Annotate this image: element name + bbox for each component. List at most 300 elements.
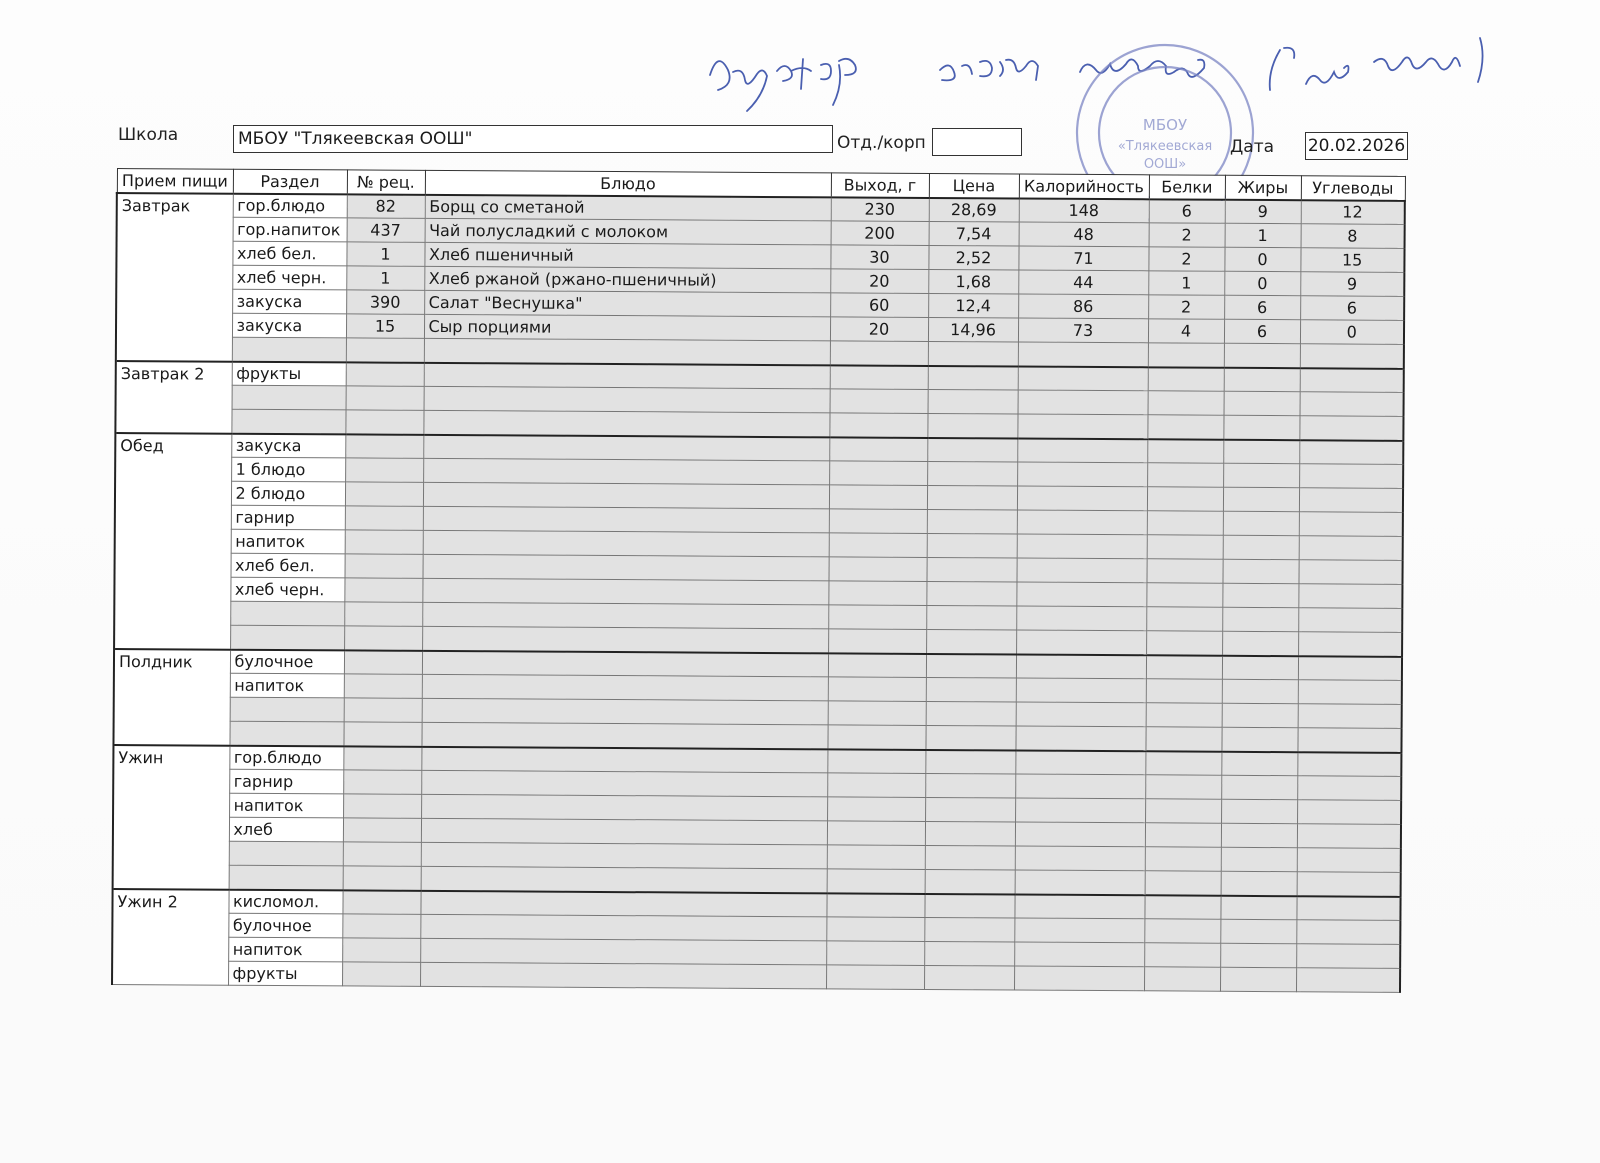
yield-cell — [829, 437, 927, 462]
price-cell — [928, 341, 1018, 366]
dish-cell — [422, 698, 828, 724]
yield-cell — [827, 773, 925, 798]
yield-cell — [826, 917, 924, 942]
protein-cell: 6 — [1149, 199, 1225, 223]
section-cell: напиток — [229, 793, 343, 818]
section-cell: напиток — [230, 673, 344, 698]
protein-cell — [1144, 967, 1220, 991]
yield-cell — [827, 797, 925, 822]
protein-cell — [1145, 823, 1221, 847]
fat-cell — [1224, 391, 1300, 415]
price-cell: 7,54 — [929, 221, 1019, 246]
yield-cell: 200 — [831, 221, 929, 246]
recipe-cell — [345, 482, 423, 506]
fat-cell — [1223, 463, 1299, 487]
section-cell: хлеб черн. — [230, 577, 344, 602]
kcal-cell — [1017, 486, 1147, 511]
protein-cell — [1145, 871, 1221, 895]
price-cell: 2,52 — [928, 245, 1018, 270]
protein-cell: 2 — [1148, 295, 1224, 319]
fat-cell — [1222, 583, 1298, 607]
section-cell: напиток — [228, 937, 342, 962]
carbs-cell: 15 — [1300, 248, 1404, 273]
fat-cell — [1223, 487, 1299, 511]
protein-cell — [1146, 679, 1222, 703]
kcal-cell — [1014, 918, 1144, 943]
fat-cell — [1221, 775, 1297, 799]
price-cell — [926, 653, 1016, 678]
kcal-cell: 73 — [1018, 318, 1148, 343]
recipe-cell — [344, 650, 422, 674]
kcal-cell — [1018, 366, 1148, 391]
price-cell — [926, 677, 1016, 702]
yield-cell: 230 — [831, 197, 929, 222]
section-cell: 2 блюдо — [231, 481, 345, 506]
protein-cell — [1148, 391, 1224, 415]
kcal-cell — [1016, 558, 1146, 583]
section-cell — [230, 697, 344, 722]
price-cell — [926, 581, 1016, 606]
yield-cell — [828, 701, 926, 726]
svg-text:МБОУ: МБОУ — [1142, 116, 1188, 134]
kcal-cell — [1015, 822, 1145, 847]
carbs-cell — [1296, 968, 1400, 993]
fat-cell — [1220, 919, 1296, 943]
price-cell — [928, 365, 1018, 390]
date-field[interactable]: 20.02.2026 — [1305, 132, 1408, 160]
fat-cell — [1221, 823, 1297, 847]
protein-cell — [1145, 727, 1221, 751]
kcal-cell — [1016, 606, 1146, 631]
recipe-cell — [342, 962, 420, 986]
price-cell — [924, 941, 1014, 966]
dish-cell — [424, 362, 830, 388]
carbs-cell — [1298, 680, 1402, 705]
recipe-cell — [343, 794, 421, 818]
recipe-cell — [343, 842, 421, 866]
carbs-cell — [1298, 608, 1402, 633]
recipe-cell — [345, 530, 423, 554]
kcal-cell — [1015, 798, 1145, 823]
price-cell — [925, 749, 1015, 774]
fat-cell — [1221, 727, 1297, 751]
protein-cell — [1147, 511, 1223, 535]
dish-cell: Хлеб ржаной (ржано-пшеничный) — [424, 266, 830, 292]
dish-cell: Хлеб пшеничный — [424, 242, 830, 268]
yield-cell — [827, 821, 925, 846]
price-cell: 12,4 — [928, 293, 1018, 318]
kcal-cell — [1017, 462, 1147, 487]
price-cell — [925, 869, 1015, 894]
recipe-cell — [344, 578, 422, 602]
section-cell: гарнир — [229, 769, 343, 794]
fat-cell — [1221, 799, 1297, 823]
price-cell — [924, 965, 1014, 990]
yield-cell — [826, 941, 924, 966]
kcal-cell: 44 — [1018, 270, 1148, 295]
section-cell: закуска — [231, 433, 345, 458]
dept-field[interactable] — [932, 128, 1022, 156]
recipe-cell — [344, 698, 422, 722]
col-header-section: Раздел — [233, 169, 347, 194]
col-header-recipe: № рец. — [347, 170, 425, 194]
protein-cell — [1146, 655, 1222, 679]
kcal-cell — [1017, 414, 1147, 439]
fat-cell — [1222, 607, 1298, 631]
protein-cell — [1146, 703, 1222, 727]
dish-cell — [422, 602, 828, 628]
dish-cell: Салат "Веснушка" — [424, 290, 830, 316]
fat-cell — [1222, 631, 1298, 655]
protein-cell — [1145, 775, 1221, 799]
fat-cell — [1222, 679, 1298, 703]
price-cell — [925, 773, 1015, 798]
price-cell — [925, 845, 1015, 870]
dish-cell: Чай полусладкий с молоком — [425, 218, 831, 244]
kcal-cell — [1015, 750, 1145, 775]
protein-cell — [1144, 895, 1220, 919]
protein-cell — [1145, 751, 1221, 775]
recipe-cell — [342, 890, 420, 914]
dish-cell — [422, 578, 828, 604]
fat-cell — [1222, 559, 1298, 583]
meal-name: Ужин 2 — [112, 888, 229, 985]
protein-cell — [1144, 943, 1220, 967]
fat-cell — [1223, 535, 1299, 559]
meal-name: Ужин — [113, 744, 230, 889]
dish-cell — [424, 338, 830, 364]
svg-text:ООШ»: ООШ» — [1143, 157, 1187, 172]
fat-cell: 0 — [1224, 247, 1300, 271]
dish-cell — [421, 866, 827, 892]
kcal-cell — [1017, 510, 1147, 535]
dish-cell — [421, 746, 827, 772]
carbs-cell — [1299, 440, 1403, 465]
col-header-price: Цена — [929, 173, 1019, 198]
price-cell — [927, 461, 1017, 486]
recipe-cell — [342, 914, 420, 938]
section-cell — [229, 865, 343, 890]
kcal-cell — [1014, 966, 1144, 991]
fat-cell: 0 — [1224, 271, 1300, 295]
carbs-cell — [1297, 872, 1401, 897]
carbs-cell — [1296, 944, 1400, 969]
carbs-cell — [1300, 368, 1404, 393]
carbs-cell — [1298, 704, 1402, 729]
carbs-cell — [1299, 464, 1403, 489]
date-label: Дата — [1230, 137, 1275, 157]
recipe-cell — [343, 770, 421, 794]
yield-cell — [829, 485, 927, 510]
dish-cell — [421, 842, 827, 868]
yield-cell — [829, 413, 927, 438]
protein-cell — [1145, 799, 1221, 823]
section-cell: гор.блюдо — [233, 193, 347, 218]
fat-cell — [1221, 871, 1297, 895]
kcal-cell: 48 — [1019, 222, 1149, 247]
col-header-protein: Белки — [1149, 175, 1225, 199]
protein-cell — [1146, 607, 1222, 631]
dish-cell — [421, 722, 827, 748]
meal-name: Завтрак 2 — [115, 361, 231, 434]
carbs-cell — [1298, 584, 1402, 609]
carbs-cell: 12 — [1301, 200, 1405, 225]
kcal-cell — [1014, 942, 1144, 967]
carbs-cell — [1298, 560, 1402, 585]
kcal-cell — [1016, 582, 1146, 607]
carbs-cell — [1297, 848, 1401, 873]
protein-cell: 2 — [1149, 223, 1225, 247]
section-cell: гор.напиток — [233, 217, 347, 242]
section-cell: хлеб — [229, 817, 343, 842]
recipe-cell: 1 — [346, 266, 424, 290]
fat-cell — [1220, 967, 1296, 991]
col-header-meal: Прием пищи — [117, 169, 233, 194]
recipe-cell — [345, 458, 423, 482]
price-cell — [927, 413, 1017, 438]
protein-cell — [1147, 535, 1223, 559]
recipe-cell — [345, 410, 423, 434]
meal-name: Обед — [114, 433, 231, 650]
kcal-cell: 86 — [1018, 294, 1148, 319]
carbs-cell — [1297, 728, 1401, 753]
section-cell: булочное — [230, 649, 344, 674]
price-cell — [924, 917, 1014, 942]
fat-cell: 6 — [1224, 295, 1300, 319]
recipe-cell — [343, 746, 421, 770]
yield-cell: 20 — [830, 269, 928, 294]
fat-cell — [1221, 847, 1297, 871]
section-cell: закуска — [232, 289, 346, 314]
section-cell — [231, 409, 345, 434]
price-cell — [925, 725, 1015, 750]
yield-cell — [829, 461, 927, 486]
yield-cell — [827, 749, 925, 774]
recipe-cell — [344, 674, 422, 698]
dish-cell — [424, 386, 830, 412]
price-cell: 14,96 — [928, 317, 1018, 342]
section-cell: хлеб черн. — [232, 265, 346, 290]
recipe-cell — [346, 362, 424, 386]
price-cell: 1,68 — [928, 269, 1018, 294]
yield-cell — [829, 509, 927, 534]
yield-cell — [830, 389, 928, 414]
kcal-cell: 71 — [1018, 246, 1148, 271]
dish-cell — [421, 818, 827, 844]
kcal-cell — [1015, 870, 1145, 895]
kcal-cell — [1018, 342, 1148, 367]
recipe-cell: 390 — [346, 290, 424, 314]
carbs-cell — [1299, 488, 1403, 513]
carbs-cell — [1296, 920, 1400, 945]
section-cell: фрукты — [232, 361, 346, 386]
kcal-cell — [1014, 894, 1144, 919]
carbs-cell — [1299, 536, 1403, 561]
dish-cell — [423, 506, 829, 532]
carbs-cell — [1298, 656, 1402, 681]
dish-cell — [421, 794, 827, 820]
price-cell — [926, 557, 1016, 582]
carbs-cell: 9 — [1300, 272, 1404, 297]
school-field[interactable]: МБОУ "Тлякеевская ООШ" — [233, 125, 833, 153]
section-cell — [230, 601, 344, 626]
yield-cell — [827, 725, 925, 750]
recipe-cell — [343, 722, 421, 746]
price-cell — [927, 437, 1017, 462]
protein-cell: 2 — [1148, 247, 1224, 271]
yield-cell — [830, 341, 928, 366]
section-cell: кисломол. — [228, 889, 342, 914]
section-cell: хлеб бел. — [231, 553, 345, 578]
section-cell — [232, 337, 346, 362]
yield-cell — [828, 653, 926, 678]
carbs-cell: 8 — [1301, 224, 1405, 249]
price-cell — [928, 389, 1018, 414]
fat-cell — [1222, 655, 1298, 679]
kcal-cell — [1015, 774, 1145, 799]
svg-text:«Тлякеевская: «Тлякеевская — [1117, 139, 1213, 154]
kcal-cell — [1016, 654, 1146, 679]
dish-cell — [420, 938, 826, 964]
kcal-cell: 148 — [1019, 198, 1149, 223]
protein-cell — [1146, 559, 1222, 583]
protein-cell — [1148, 367, 1224, 391]
yield-cell: 30 — [830, 245, 928, 270]
fat-cell — [1223, 439, 1299, 463]
dish-cell — [422, 674, 828, 700]
dish-cell — [422, 650, 828, 676]
price-cell — [927, 533, 1017, 558]
school-label: Школа — [118, 125, 179, 145]
yield-cell — [828, 581, 926, 606]
fat-cell — [1222, 703, 1298, 727]
fat-cell — [1220, 895, 1296, 919]
dish-cell — [420, 890, 826, 916]
fat-cell — [1223, 511, 1299, 535]
yield-cell — [828, 557, 926, 582]
price-cell: 28,69 — [929, 197, 1019, 222]
dish-cell — [423, 410, 829, 436]
carbs-cell: 0 — [1300, 320, 1404, 345]
kcal-cell — [1016, 630, 1146, 655]
section-cell: гор.блюдо — [229, 745, 343, 770]
carbs-cell — [1298, 632, 1402, 657]
fat-cell — [1223, 415, 1299, 439]
kcal-cell — [1017, 534, 1147, 559]
col-header-dish: Блюдо — [425, 170, 831, 196]
price-cell — [926, 701, 1016, 726]
dish-cell — [420, 914, 826, 940]
recipe-cell — [344, 626, 422, 650]
carbs-cell — [1297, 800, 1401, 825]
dish-cell: Борщ со сметаной — [425, 194, 831, 220]
recipe-cell — [342, 938, 420, 962]
col-header-carbs: Углеводы — [1301, 176, 1405, 201]
carbs-cell — [1300, 344, 1404, 369]
recipe-cell: 15 — [346, 314, 424, 338]
price-cell — [926, 629, 1016, 654]
col-header-kcal: Калорийность — [1019, 174, 1149, 199]
recipe-cell — [343, 866, 421, 890]
carbs-cell — [1300, 392, 1404, 417]
price-cell — [925, 821, 1015, 846]
recipe-cell: 1 — [346, 242, 424, 266]
fat-cell: 6 — [1224, 319, 1300, 343]
menu-table — [111, 168, 1406, 993]
price-cell — [924, 893, 1014, 918]
yield-cell — [829, 533, 927, 558]
dish-cell — [421, 770, 827, 796]
yield-cell — [828, 677, 926, 702]
yield-cell — [827, 869, 925, 894]
recipe-cell — [345, 434, 423, 458]
fat-cell — [1224, 367, 1300, 391]
section-cell — [229, 841, 343, 866]
protein-cell — [1147, 439, 1223, 463]
section-cell: напиток — [231, 529, 345, 554]
protein-cell — [1148, 343, 1224, 367]
protein-cell — [1144, 919, 1220, 943]
col-header-fat: Жиры — [1225, 175, 1301, 199]
col-header-yield: Выход, г — [831, 173, 929, 198]
fat-cell — [1224, 343, 1300, 367]
protein-cell — [1146, 583, 1222, 607]
protein-cell — [1147, 415, 1223, 439]
price-cell — [926, 605, 1016, 630]
protein-cell: 1 — [1148, 271, 1224, 295]
protein-cell — [1147, 463, 1223, 487]
yield-cell — [830, 365, 928, 390]
price-cell — [927, 509, 1017, 534]
recipe-cell — [345, 554, 423, 578]
carbs-cell — [1296, 896, 1400, 921]
section-cell — [230, 625, 344, 650]
kcal-cell — [1018, 390, 1148, 415]
kcal-cell — [1015, 726, 1145, 751]
dish-cell — [423, 458, 829, 484]
yield-cell: 60 — [830, 293, 928, 318]
recipe-cell — [346, 386, 424, 410]
fat-cell: 9 — [1225, 199, 1301, 223]
meal-name: Завтрак — [116, 193, 233, 362]
section-cell: 1 блюдо — [231, 457, 345, 482]
price-cell — [927, 485, 1017, 510]
carbs-cell: 6 — [1300, 296, 1404, 321]
kcal-cell — [1016, 678, 1146, 703]
kcal-cell — [1015, 846, 1145, 871]
yield-cell — [826, 893, 924, 918]
recipe-cell: 82 — [347, 194, 425, 218]
dish-cell — [422, 626, 828, 652]
carbs-cell — [1297, 776, 1401, 801]
section-cell — [229, 721, 343, 746]
protein-cell — [1146, 631, 1222, 655]
recipe-cell — [346, 338, 424, 362]
protein-cell: 4 — [1148, 319, 1224, 343]
yield-cell — [828, 605, 926, 630]
protein-cell — [1145, 847, 1221, 871]
carbs-cell — [1299, 416, 1403, 441]
recipe-cell: 437 — [347, 218, 425, 242]
section-cell — [232, 385, 346, 410]
dish-cell — [420, 962, 826, 988]
price-cell — [925, 797, 1015, 822]
carbs-cell — [1297, 752, 1401, 777]
protein-cell — [1147, 487, 1223, 511]
section-cell: фрукты — [228, 961, 342, 986]
dish-cell — [423, 434, 829, 460]
recipe-cell — [344, 602, 422, 626]
